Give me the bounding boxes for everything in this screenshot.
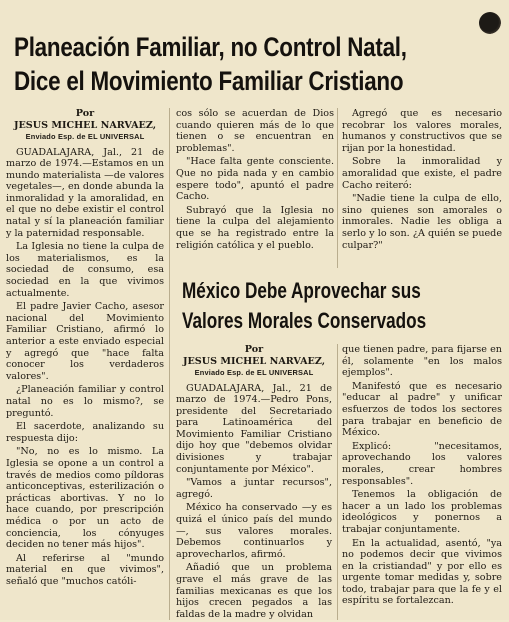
second-headline: [182, 276, 447, 336]
article-2-column-1: [176, 344, 332, 622]
column-rule: [337, 108, 338, 268]
byline-por: Por: [75, 108, 95, 119]
second-headline-line-1: México Debe Aprovechar sus: [182, 278, 421, 303]
paragraph: GUADALAJARA, Jal., 21 de marzo de 1974.—Pedro Pons, presidente del Secretariado para Latinoamérica del Movimiento Familiar Cristiano dijo hoy que "debemos olvidar divisiones y trabajar conjuntamente por México".: [176, 382, 332, 475]
paragraph: En la actualidad, asentó, "ya no podemos decir que vivimos en la cristiandad" y por ello es urgente tomar medidas y, sobre todo, trabajar para que la fe y el espíritu se fortalezcan.: [342, 537, 502, 607]
paragraph: ¿Planeación familiar y control natal no es lo mismo?, se preguntó.: [6, 384, 164, 419]
paragraph: Al referirse al "mundo material en que vivimos", señaló que "muchos católi-: [6, 552, 164, 587]
paragraph: Manifestó que es necesario "educar al padre" y unificar esfuerzos de todos los sectores para trabajar en beneficio de México.: [342, 380, 502, 439]
paragraph: Sobre la inmoralidad y amoralidad que existe, el padre Cacho reiteró:: [342, 156, 502, 191]
article-1-column-1: [6, 108, 164, 589]
main-headline-line-2: Dice el Movimiento Familiar Cristiano: [14, 66, 404, 96]
paragraph: cos sólo se acuerdan de Dios cuando quieren más de lo que tienen o se encuentran en problemas".: [176, 108, 334, 154]
byline: [6, 108, 164, 143]
paragraph: "No, no es lo mismo. La Iglesia se opone a un control a través de medios como píldoras anticonceptivas, esterilización o prácticas abortivas. Y no lo hace cuando, por prescripción médica o por un acto de conciencia, los cónyuges deciden no tener más hijos".: [6, 446, 164, 551]
byline-2-role: Enviado Esp. de EL UNIVERSAL: [194, 368, 314, 377]
paragraph: Añadió que un problema grave el más grave de las familias mexicanas es que los hijos crecen pegados a las faldas de la madre y olvidan: [176, 562, 332, 620]
paragraph: El sacerdote, analizando su respuesta dijo:: [6, 421, 164, 444]
paragraph: Explicó: "necesitamos, aprovechando los valores morales, crear hombres responsables".: [342, 440, 502, 487]
byline-2: [176, 344, 332, 379]
paragraph: México ha conservado —y es quizá el único país del mundo—, sus valores morales. Debemos continuarlos y aprovecharlos, afirmó.: [176, 502, 332, 560]
byline-role: Enviado Esp. de EL UNIVERSAL: [25, 132, 145, 141]
article-2-column-2: [342, 344, 502, 609]
paragraph: "Hace falta gente consciente. Que no pida nada y en cambio espere todo", apuntó el padre Cacho.: [176, 156, 334, 203]
paragraph: Agregó que es necesario recobrar los valores morales, humanos y constructivos que se rijan por la honestidad.: [342, 108, 502, 154]
second-headline-line-2: Valores Morales Conservados: [182, 308, 427, 333]
paragraph: "Vamos a juntar recursos", agregó.: [176, 477, 332, 500]
article-1-column-3: [342, 108, 502, 253]
paragraph: El padre Javier Cacho, asesor nacional del Movimiento Familiar Cristiano, afirmó lo anterior a este enviado especial y agregó que "hace falta conocer los verdaderos valores".: [6, 301, 164, 382]
byline-author: JESUS MICHEL NARVAEZ,: [13, 119, 157, 131]
byline-2-por: Por: [244, 344, 264, 355]
paragraph: "Nadie tiene la culpa de ello, sino quienes son amorales o inmorales. Nadie les obliga a serlo y lo son. ¿A quién se puede culpar?": [342, 193, 502, 251]
byline-2-author: JESUS MICHEL NARVAEZ,: [182, 355, 326, 367]
paragraph: Tenemos la obligación de hacer a un lado los problemas ideológicos y ponernos a trabajar conjuntamente.: [342, 489, 502, 535]
paragraph: Subrayó que la Iglesia no tiene la culpa del alejamiento que se ha registrado entre la religión católica y el pueblo.: [176, 204, 334, 251]
paragraph: La Iglesia no tiene la culpa de los materialismos, es la sociedad de consumo, esa sociedad en la que vivimos actualmente.: [6, 241, 164, 299]
main-headline: [14, 30, 487, 98]
paragraph: que tienen padre, para fijarse en él, solamente "en los malos ejemplos".: [342, 344, 502, 379]
paragraph: GUADALAJARA, Jal., 21 de marzo de 1974.—Estamos en un mundo materialista —de valores vegetales—, en donde abunda la inmoralidad y la amoralidad, en el que no debe existir el control natal y sí la planeación familiar y la paternidad responsable.: [6, 146, 164, 239]
main-headline-line-1: Planeación Familiar, no Control Natal,: [14, 32, 407, 62]
column-rule: [169, 108, 170, 620]
column-rule: [337, 344, 338, 620]
article-1-column-2: [176, 108, 334, 253]
